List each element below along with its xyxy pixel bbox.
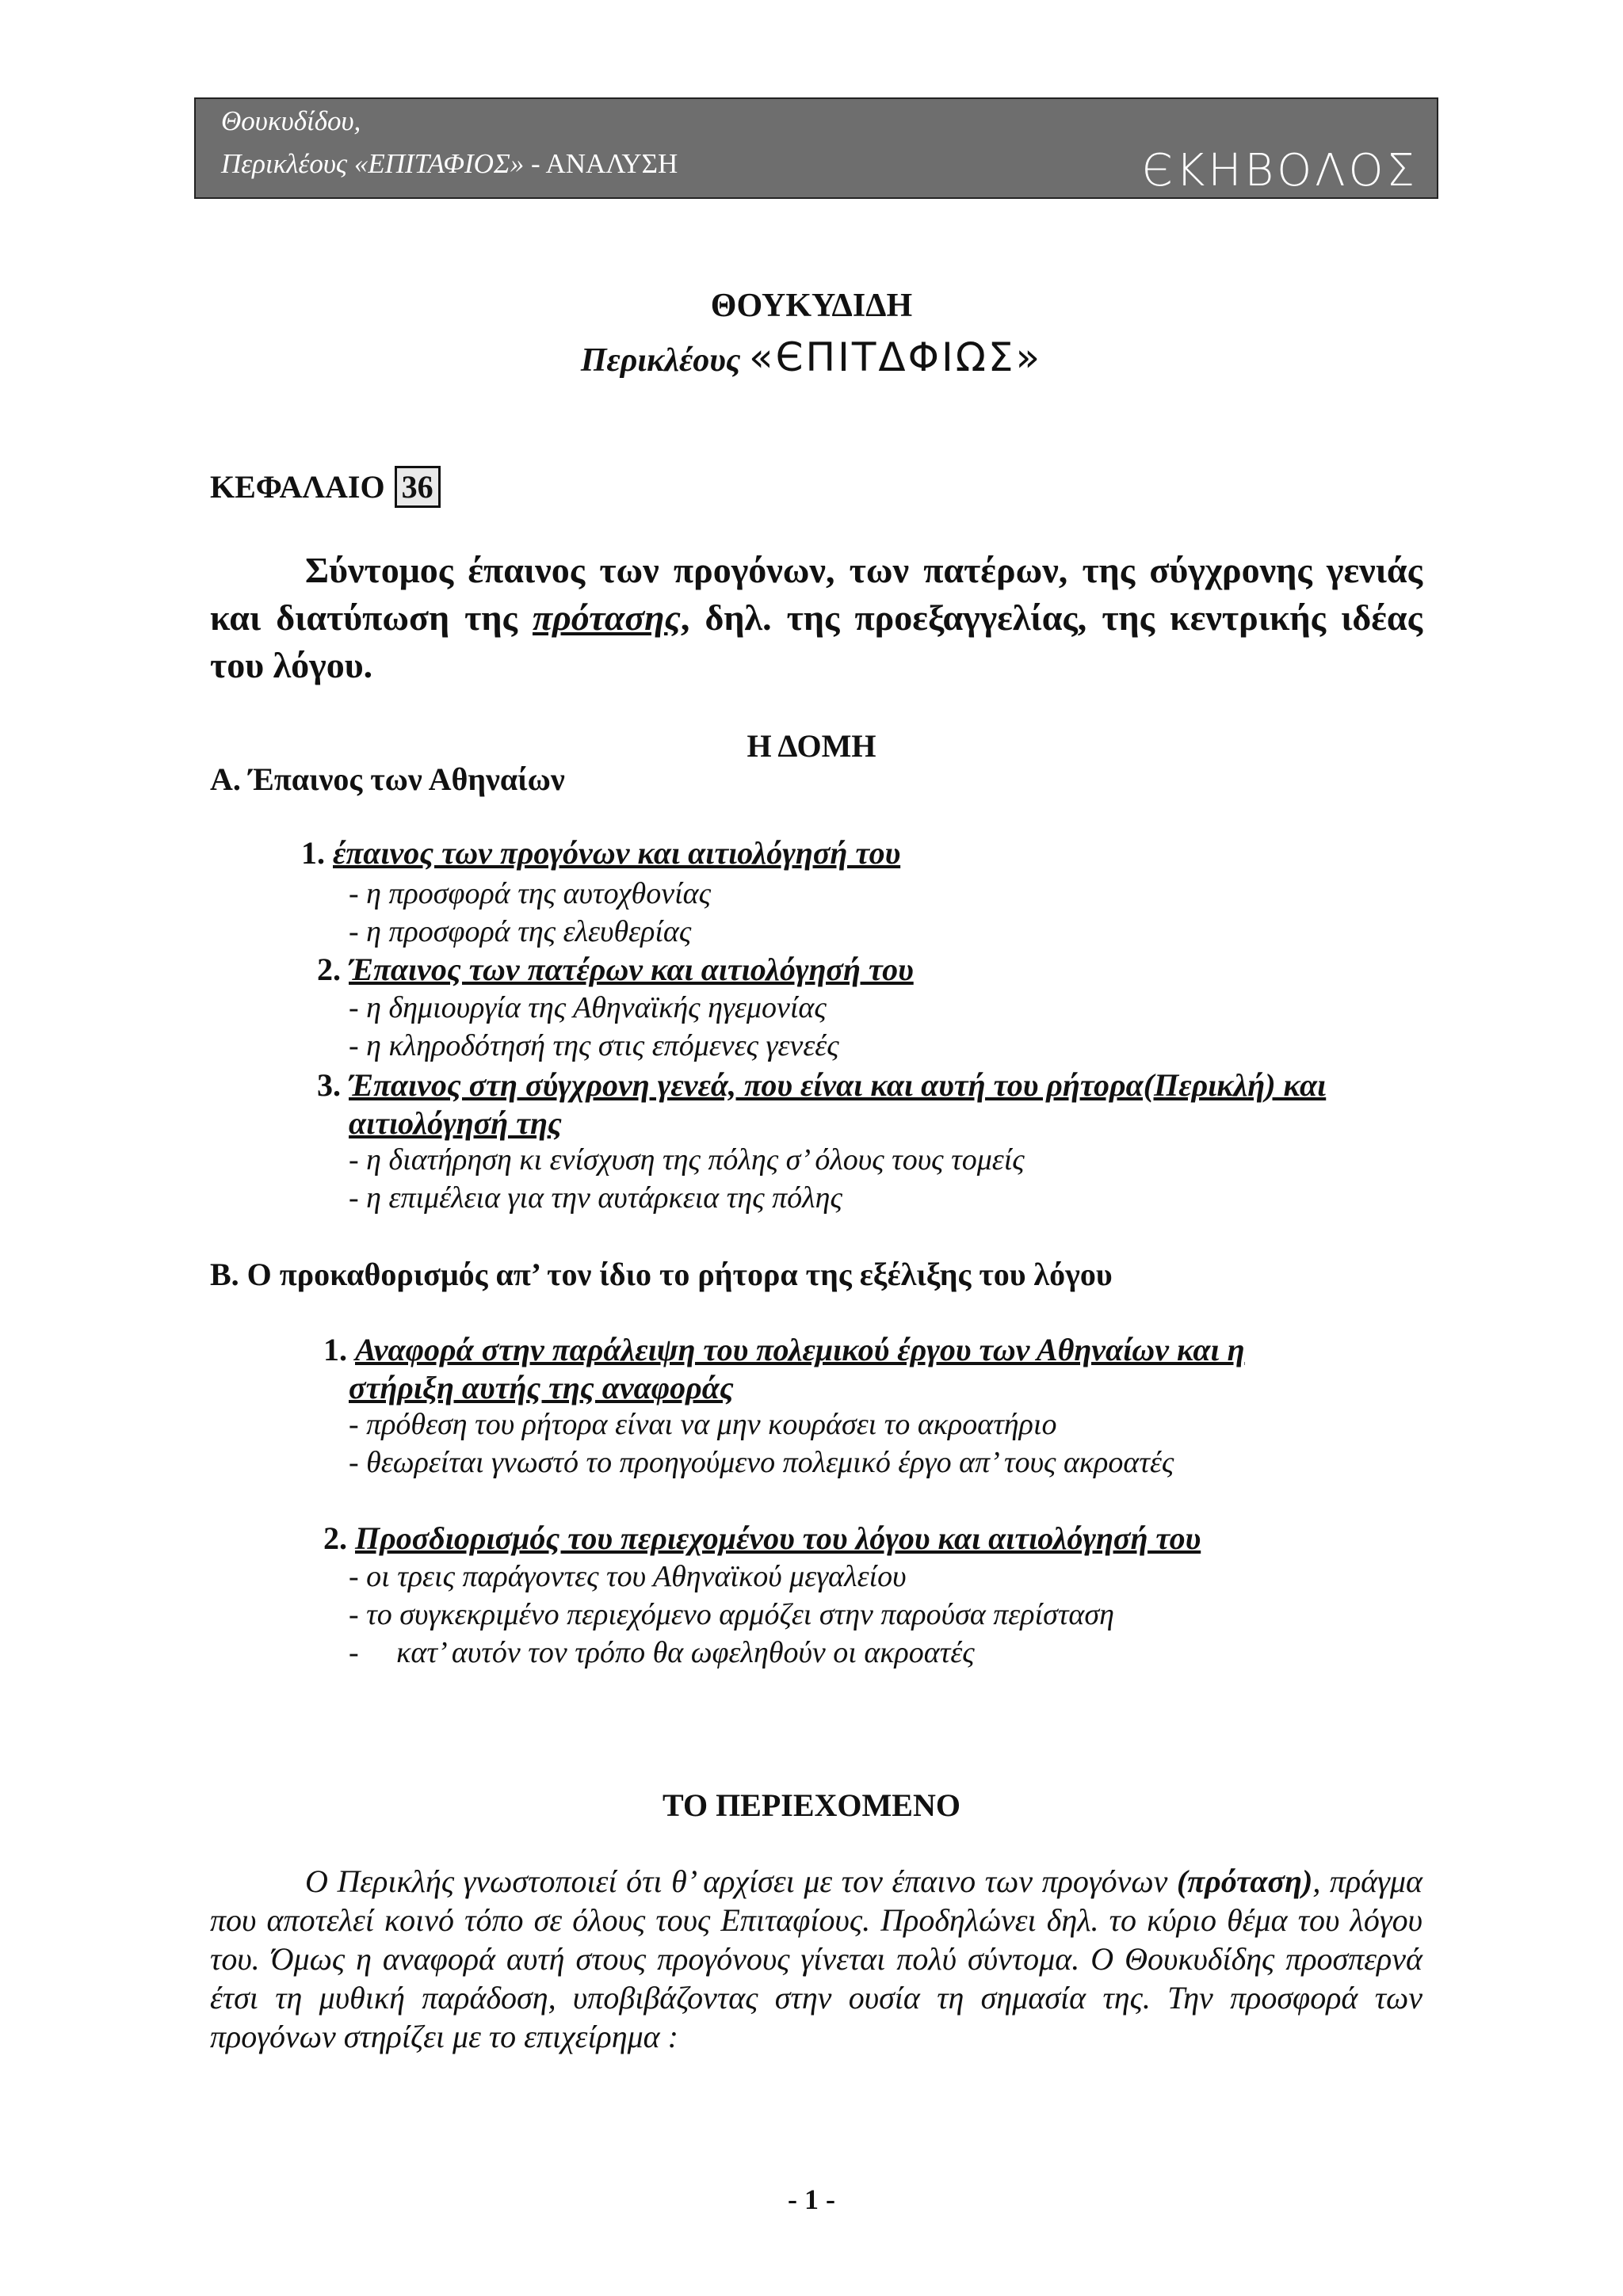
item-number: 1. [323, 1332, 347, 1367]
list-subitem: - η προσφορά της αυτοχθονίας [349, 877, 712, 910]
list-item [317, 1066, 1326, 1104]
list-subitem: - οι τρεις παράγοντες του Αθηναϊκού μεγαλείου [349, 1560, 907, 1593]
summary-part1: Σύντομος έπαινος των προγόνων, των πατέρων, της σύγχρονης γενιάς και διατύπωση της [210, 550, 1423, 638]
list-subitem: - πρόθεση του ρήτορα είναι να μην κουράσει το ακροατήριο [349, 1408, 1057, 1441]
item-number: 3. [317, 1067, 341, 1103]
header-author: Θουκυδίδου, [221, 105, 361, 136]
page-number: - 1 - [788, 2183, 835, 2215]
item-title-cont: αιτιολόγησή της [349, 1105, 562, 1141]
content-heading: ΤΟ ΠΕΡΙΕΧΟΜΕΝΟ [663, 1787, 960, 1823]
document-subtitle [0, 334, 1623, 380]
document-title: ΘΟΥΚΥΔΙΔΗ [710, 288, 913, 324]
section-b-title: Β. Ο προκαθορισμός απ’ τον ίδιο το ρήτορα της εξέλιξης του λόγου [210, 1257, 1113, 1292]
list-subitem: - η επιμέλεια για την αυτάρκεια της πόλης [349, 1181, 842, 1215]
section-a-title: Α. Έπαινος των Αθηναίων [210, 761, 565, 797]
page-header [194, 97, 1438, 199]
header-brand-logo: ЄΚΗΒΟΛΟΣ [1141, 145, 1418, 196]
summary-underlined: πρότασης [532, 597, 681, 638]
item-title-cont: στήριξη αυτής της αναφοράς [349, 1370, 734, 1405]
list-item-continuation [349, 1369, 734, 1406]
content-part1: Ο Περικλής γνωστοποιεί ότι θ’ αρχίσει με τον έπαινο των προγόνων [305, 1863, 1177, 1899]
item-title: Αναφορά στην παράλειψη του πολεμικού έργου των Αθηναίων και η [355, 1332, 1245, 1367]
list-subitem: - η κληροδότησή της στις επόμενες γενεές [349, 1029, 839, 1062]
list-item-continuation [349, 1104, 562, 1142]
list-subitem: - το συγκεκριμένο περιεχόμενο αρμόζει στην παρούσα περίσταση [349, 1598, 1114, 1631]
item-title: έπαινος των προγόνων και αιτιολόγησή του [333, 835, 901, 871]
item-title: Προσδιορισμός του περιεχομένου του λόγου και αιτιολόγησή του [355, 1520, 1201, 1556]
list-item [323, 1331, 1245, 1368]
header-work-title: Περικλέους «ΕΠΙΤΑΦΙΟΣ» [221, 148, 525, 179]
chapter-number: 36 [395, 466, 441, 508]
chapter-label-text: ΚΕΦΑΛΑΙΟ [210, 469, 385, 505]
list-subitem: - θεωρείται γνωστό το προηγούμενο πολεμικό έργο απ’ τους ακροατές [349, 1446, 1174, 1479]
summary-part2: , δηλ. της προεξαγγελίας, της κεντρικής ιδέας του λόγου. [210, 597, 1423, 685]
content-bold: (πρόταση) [1176, 1863, 1313, 1899]
list-subitem: - κατ’ αυτόν τον τρόπο θα ωφεληθούν οι ακροατές [349, 1636, 975, 1669]
item-title: Έπαινος στη σύγχρονη γενεά, που είναι και αυτή του ρήτορα(Περικλή) και [349, 1067, 1327, 1103]
list-subitem: - η προσφορά της ελευθερίας [349, 915, 692, 948]
chapter-summary [210, 547, 1423, 689]
chapter-label [210, 466, 441, 508]
header-work-suffix: - ΑΝΑΛΥΣΗ [524, 148, 678, 179]
content-part2: , πράγμα που αποτελεί κοινό τόπο σε όλους τους Επιταφίους. Προδηλώνει δηλ. το κύριο θέμα του λόγου του. Όμως η αναφορά αυτή στους προγόνους γίνεται πολύ σύντομα. Ο Θουκυδίδης προσπερνά έτσι τη μυθική παράδοση, υποβιβάζοντας στην ουσία τη σημασία της. Την προσφορά των προγόνων στηρίζει με το επιχείρημα : [210, 1863, 1423, 2054]
item-title: Έπαινος των πατέρων και αιτιολόγησή του [349, 952, 914, 987]
structure-heading: Η ΔΟΜΗ [747, 728, 876, 764]
list-item [317, 951, 914, 988]
list-item [323, 1520, 1201, 1557]
item-number: 2. [317, 952, 341, 987]
list-subitem: - η δημιουργία της Αθηναϊκής ηγεμονίας [349, 991, 827, 1024]
list-subitem: - η διατήρηση κι ενίσχυση της πόλης σ’ όλους τους τομείς [349, 1143, 1025, 1177]
subtitle-decorative: «ЄΠΙΤΔΦΙΩΣ» [749, 334, 1043, 380]
subtitle-prefix: Περικλέους [580, 342, 741, 379]
item-number: 2. [323, 1520, 347, 1556]
header-work [221, 148, 678, 180]
item-number: 1. [301, 835, 325, 871]
list-item [301, 834, 900, 871]
content-paragraph [210, 1862, 1423, 2056]
